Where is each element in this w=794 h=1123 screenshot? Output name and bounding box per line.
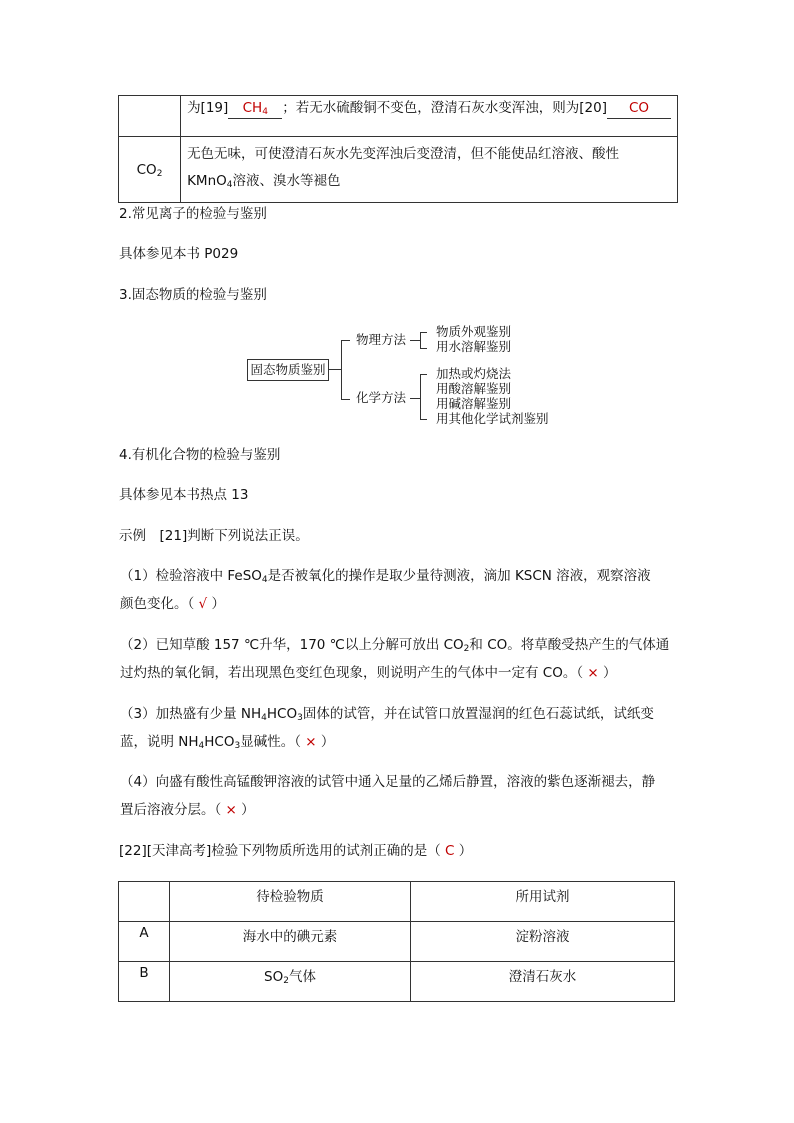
top-table-row2-content bbox=[181, 137, 678, 203]
answer-q1: √ bbox=[198, 596, 208, 612]
diagram-root-box: 固态物质鉴别 bbox=[247, 359, 329, 381]
row1-middle: ；若无水硫酸铜不变色，澄清石灰水变浑浊，则为[20] bbox=[282, 100, 607, 116]
q22-header-label bbox=[119, 882, 170, 922]
question-1: （1）检验溶液中 FeSO$_4$是否被氧化的操作是取少量待测液，滴加 KSCN 溶液，观察溶液 颜色变化。（ √ ） bbox=[120, 568, 651, 612]
branch1-bracket bbox=[420, 332, 427, 349]
question-22: [22][天津高考]检验下列物质所选用的试剂正确的是（ C ） bbox=[119, 843, 473, 859]
row-a-substance: 海水中的碘元素 bbox=[170, 922, 411, 962]
answer-q4: × bbox=[225, 802, 237, 818]
row-b-label: B bbox=[119, 962, 170, 1002]
branch2-item-1: 加热或灼烧法 bbox=[436, 366, 512, 381]
row-a-reagent: 淀粉溶液 bbox=[411, 922, 675, 962]
branch2-item-4: 用其他化学试剂鉴别 bbox=[436, 411, 549, 426]
q22-header-reagent: 所用试剂 bbox=[411, 882, 675, 922]
section4-heading: 4.有机化合物的检验与鉴别 bbox=[119, 447, 281, 463]
section3-heading: 3.固态物质的检验与鉴别 bbox=[119, 287, 267, 303]
row2-line1: 无色无味，可使澄清石灰水先变浑浊后变澄清，但不能使品红溶液、酸性 bbox=[187, 146, 620, 162]
question-2: （2）已知草酸 157 ℃升华，170 ℃以上分解可放出 $CO_2$和 CO。将草酸受热产生的气体通 过灼热的氧化铜，若出现黑色变红色现象，则说明产生的气体中一定有 CO。（ × ） bbox=[120, 637, 670, 681]
question-3: （3）加热盛有少量 $NH_4HCO_3$固体的试管，并在试管口放置湿润的红色石蕊试纸，试纸变 蓝，说明 $NH_4HCO_3$显碱性。（ × ） bbox=[120, 706, 654, 751]
row-b-substance: $SO_2$气体 bbox=[170, 962, 411, 1002]
q22-table bbox=[118, 881, 675, 1002]
answer-19: $CH_4$ bbox=[228, 98, 282, 119]
branch-physical: 物理方法 bbox=[356, 332, 407, 347]
row-a-label: A bbox=[119, 922, 170, 962]
root-connector bbox=[329, 369, 341, 370]
top-table bbox=[118, 95, 678, 203]
question-4: （4）向盛有酸性高锰酸钾溶液的试管中通入足量的乙烯后静置，溶液的紫色逐渐褪去，静 置后溶液分层。（ × ） bbox=[120, 774, 656, 818]
example-title: 示例 [21]判断下列说法正误。 bbox=[119, 528, 309, 544]
branch2-connector bbox=[410, 398, 420, 399]
answer-22: C bbox=[445, 843, 455, 859]
top-table-row1-content bbox=[181, 96, 678, 137]
section2-heading: 2.常见离子的检验与鉴别 bbox=[119, 206, 267, 222]
top-table-row1-label bbox=[119, 96, 181, 137]
branch1-connector bbox=[410, 340, 420, 341]
branch-chemical: 化学方法 bbox=[356, 390, 407, 405]
branch2-item-2: 用酸溶解鉴别 bbox=[436, 381, 512, 396]
row-b-reagent: 澄清石灰水 bbox=[411, 962, 675, 1002]
section2-ref: 具体参见本书 P029 bbox=[119, 246, 239, 262]
row1-prefix: 为[19] bbox=[187, 100, 229, 116]
main-bracket bbox=[341, 340, 350, 400]
table-row bbox=[119, 922, 675, 962]
answer-20: CO bbox=[607, 98, 671, 119]
branch2-item-3: 用碱溶解鉴别 bbox=[436, 396, 512, 411]
row2-line2: KMnO$_4$溶液、溴水等褪色 bbox=[187, 173, 341, 190]
section4-ref: 具体参见本书热点 13 bbox=[119, 487, 249, 503]
branch1-item-2: 用水溶解鉴别 bbox=[436, 339, 512, 354]
q22-header-substance: 待检验物质 bbox=[170, 882, 411, 922]
branch1-item-1: 物质外观鉴别 bbox=[436, 324, 512, 339]
answer-q2: × bbox=[587, 665, 599, 681]
top-table-row2-label: $CO_2$ bbox=[119, 137, 181, 203]
table-row bbox=[119, 962, 675, 1002]
branch2-bracket bbox=[420, 374, 427, 420]
answer-q3: × bbox=[305, 734, 317, 750]
